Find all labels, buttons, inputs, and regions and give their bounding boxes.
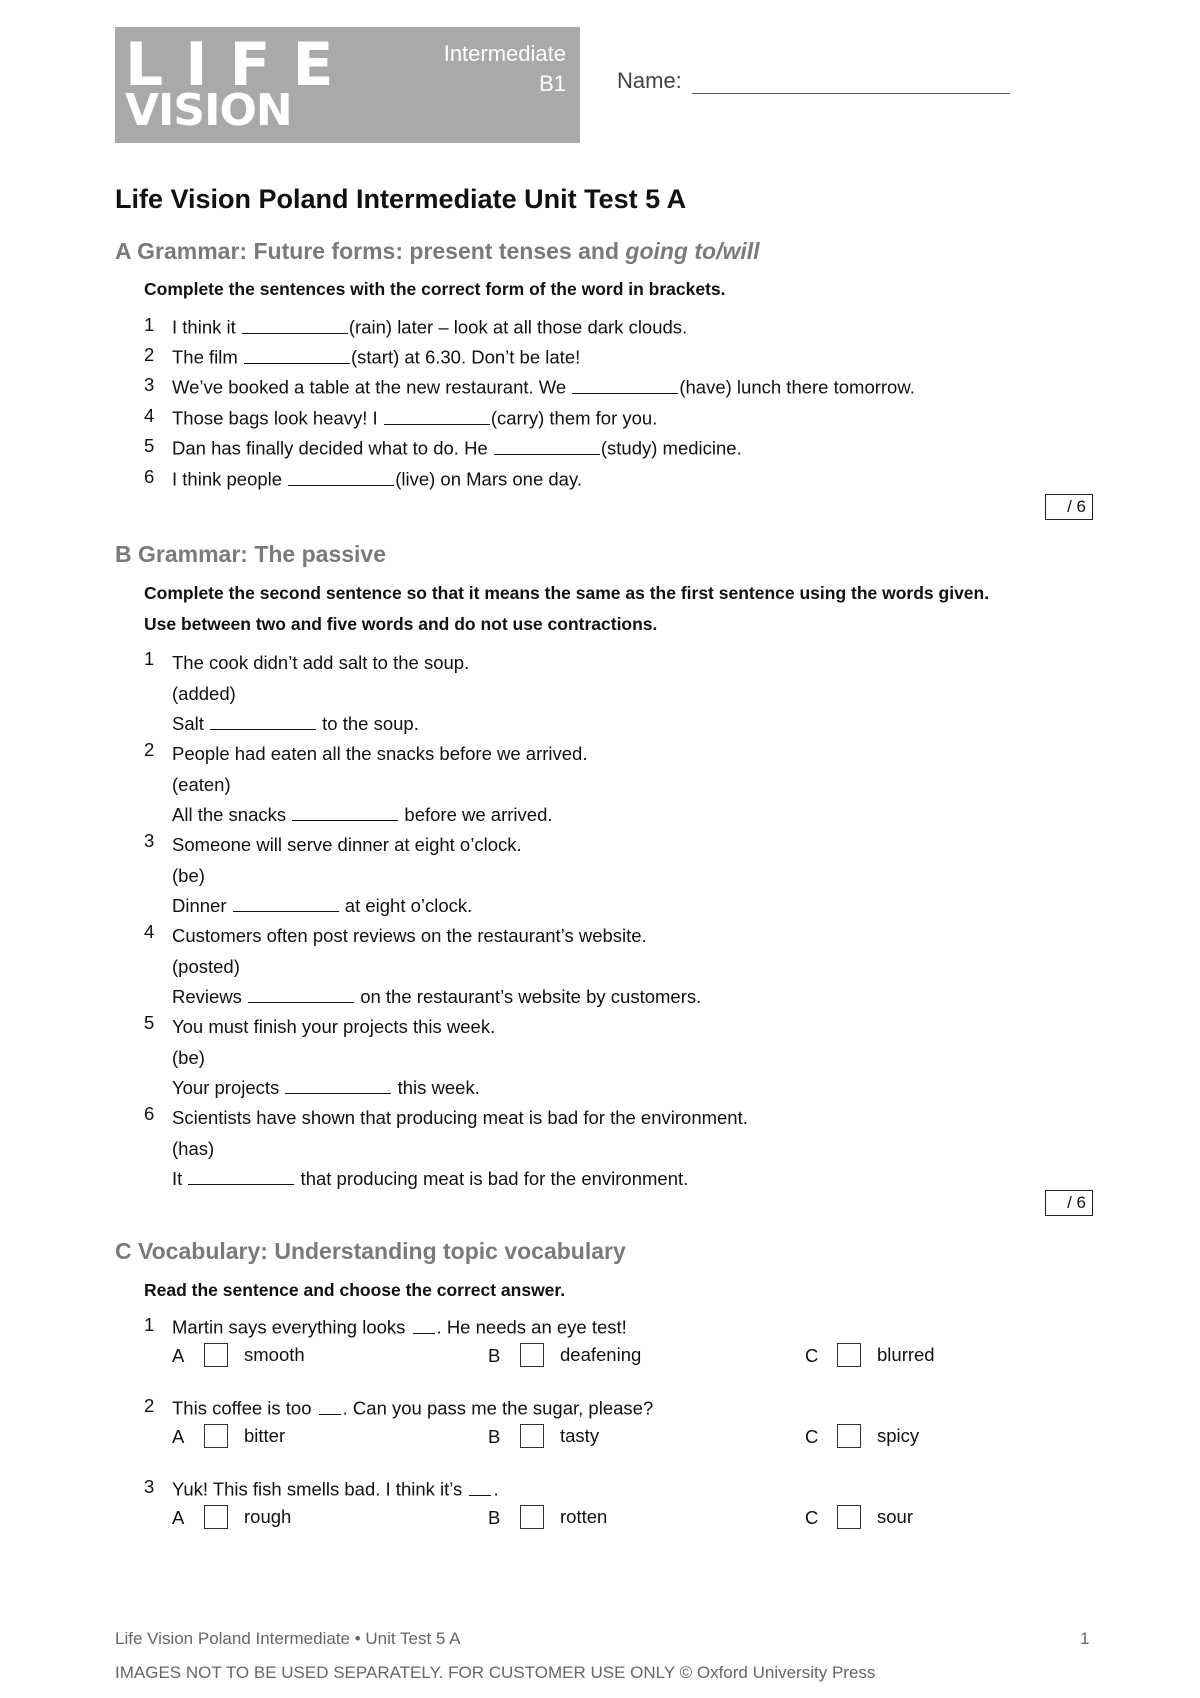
option-checkbox[interactable]	[204, 1343, 228, 1367]
item-number: 3	[144, 1476, 155, 1497]
item-text-after: (study) medicine.	[600, 437, 742, 459]
option-letter: C	[805, 1507, 819, 1528]
given-word: (be)	[172, 1046, 205, 1068]
item-text-before: Reviews	[172, 986, 248, 1007]
item-text-after: on the restaurant’s website by customers.	[355, 986, 702, 1007]
answer-blank[interactable]	[384, 405, 490, 425]
option-letter: B	[488, 1345, 501, 1366]
item-text-before: The film	[172, 346, 243, 368]
option-text: deafening	[560, 1344, 642, 1365]
item-text-before: Dinner	[172, 895, 232, 916]
answer-blank[interactable]	[188, 1166, 294, 1186]
item-text-after: .	[493, 1478, 499, 1500]
item-text-before: We’ve booked a table at the new restaurant. We	[172, 376, 572, 398]
option-letter: B	[488, 1426, 501, 1447]
original-sentence: People had eaten all the snacks before we arrived.	[172, 743, 588, 764]
gap-blank	[413, 1314, 435, 1334]
item-number: 6	[144, 1103, 155, 1124]
section-a-heading-text: A Grammar: Future forms: present tenses and	[115, 238, 626, 264]
option-checkbox[interactable]	[837, 1343, 861, 1367]
answer-blank[interactable]	[242, 314, 348, 334]
option-text: smooth	[244, 1344, 305, 1365]
item-text-after: that producing meat is bad for the environment.	[295, 1168, 689, 1189]
item-text-before: Your projects	[172, 1077, 285, 1098]
page-title: Life Vision Poland Intermediate Unit Test 5 A	[115, 184, 687, 214]
item-number: 1	[144, 314, 155, 335]
item-text-after: (rain) later – look at all those dark clouds.	[348, 316, 688, 338]
section-c-instruction: Read the sentence and choose the correct answer.	[144, 1280, 566, 1300]
item-number: 3	[144, 374, 155, 395]
item-text-after: (live) on Mars one day.	[395, 468, 582, 490]
option-text: blurred	[877, 1344, 935, 1365]
item-text-before: Those bags look heavy! I	[172, 407, 383, 429]
section-b-instruction: Complete the second sentence so that it means the same as the first sentence using the words given. Use between two and five words and do not use contractions.	[144, 583, 990, 634]
option-letter: C	[805, 1426, 819, 1447]
level-label	[444, 39, 566, 99]
given-word: (posted)	[172, 955, 240, 977]
answer-blank[interactable]	[292, 802, 398, 822]
original-sentence: Customers often post reviews on the restaurant’s website.	[172, 925, 647, 946]
footer-title: Life Vision Poland Intermediate • Unit Test 5 A	[115, 1629, 461, 1648]
option-text: spicy	[877, 1425, 920, 1446]
option-text: sour	[877, 1506, 913, 1527]
item-text-before: This coffee is too	[172, 1397, 317, 1419]
level-line-2: B1	[539, 71, 566, 96]
page-number: 1	[1080, 1629, 1090, 1648]
footer-copyright: IMAGES NOT TO BE USED SEPARATELY. FOR CUSTOMER USE ONLY © Oxford University Press	[115, 1663, 876, 1682]
option-checkbox[interactable]	[204, 1505, 228, 1529]
given-word: (eaten)	[172, 773, 231, 795]
option-checkbox[interactable]	[204, 1424, 228, 1448]
section-a-score-box[interactable]: / 6	[1045, 494, 1093, 520]
item-text-after: this week.	[392, 1077, 480, 1098]
item-text-after: to the soup.	[317, 713, 419, 734]
item-number: 2	[144, 1395, 155, 1416]
logo-vision-text: VISION	[125, 85, 292, 136]
option-checkbox[interactable]	[837, 1424, 861, 1448]
original-sentence: Scientists have shown that producing meat is bad for the environment.	[172, 1107, 748, 1128]
item-text-after: . Can you pass me the sugar, please?	[342, 1397, 654, 1419]
original-sentence: The cook didn’t add salt to the soup.	[172, 652, 470, 673]
section-b-score-box[interactable]: / 6	[1045, 1190, 1093, 1216]
item-number: 3	[144, 830, 155, 851]
item-number: 2	[144, 344, 155, 365]
option-letter: B	[488, 1507, 501, 1528]
section-b-heading: B Grammar: The passive	[115, 541, 387, 567]
life-vision-logo	[115, 27, 580, 143]
answer-blank[interactable]	[494, 435, 600, 455]
given-word: (has)	[172, 1137, 215, 1159]
item-number: 5	[144, 435, 155, 456]
answer-blank[interactable]	[233, 893, 339, 913]
option-checkbox[interactable]	[520, 1505, 544, 1529]
option-text: bitter	[244, 1425, 286, 1446]
option-letter: A	[172, 1345, 185, 1366]
answer-blank[interactable]	[244, 344, 350, 364]
original-sentence: Someone will serve dinner at eight o’clock.	[172, 834, 522, 855]
name-label: Name:	[617, 68, 682, 93]
option-text: rotten	[560, 1506, 608, 1527]
item-number: 1	[144, 1314, 155, 1335]
gap-blank	[319, 1395, 341, 1415]
item-number: 2	[144, 739, 155, 760]
level-line-1: Intermediate	[443, 41, 566, 66]
item-text-before: Yuk! This fish smells bad. I think it’s	[172, 1478, 468, 1500]
answer-blank[interactable]	[248, 984, 354, 1004]
gap-blank	[469, 1476, 491, 1496]
item-text-before: All the snacks	[172, 804, 292, 825]
section-a-instruction: Complete the sentences with the correct form of the word in brackets.	[144, 279, 726, 299]
item-text-before: Martin says everything looks	[172, 1316, 411, 1338]
item-text-after: (carry) them for you.	[490, 407, 658, 429]
item-text-after: (start) at 6.30. Don’t be late!	[350, 346, 581, 368]
item-number: 6	[144, 466, 155, 487]
logo-life-text: LIFE	[125, 30, 356, 100]
item-text-before: I think it	[172, 316, 241, 338]
item-text-after: (have) lunch there tomorrow.	[679, 376, 915, 398]
item-number: 5	[144, 1012, 155, 1033]
option-letter: A	[172, 1507, 185, 1528]
item-text-before: Dan has finally decided what to do. He	[172, 437, 493, 459]
original-sentence: You must finish your projects this week.	[172, 1016, 496, 1037]
section-c-heading: C Vocabulary: Understanding topic vocabulary	[115, 1238, 626, 1264]
option-checkbox[interactable]	[520, 1343, 544, 1367]
item-text-after: . He needs an eye test!	[436, 1316, 627, 1338]
item-text-before: It	[172, 1168, 188, 1189]
option-letter: A	[172, 1426, 185, 1447]
given-word: (added)	[172, 682, 236, 704]
answer-blank[interactable]	[288, 466, 394, 486]
item-text-before: Salt	[172, 713, 210, 734]
option-checkbox[interactable]	[520, 1424, 544, 1448]
answer-blank[interactable]	[210, 711, 316, 731]
option-text: rough	[244, 1506, 292, 1527]
given-word: (be)	[172, 864, 205, 886]
answer-blank[interactable]	[572, 374, 678, 394]
item-number: 4	[144, 405, 155, 426]
answer-blank[interactable]	[285, 1075, 391, 1095]
option-letter: C	[805, 1345, 819, 1366]
item-number: 4	[144, 921, 155, 942]
name-field-line[interactable]	[692, 93, 1010, 94]
item-text-before: I think people	[172, 468, 288, 490]
item-text-after: before we arrived.	[399, 804, 553, 825]
item-number: 1	[144, 648, 155, 669]
option-checkbox[interactable]	[837, 1505, 861, 1529]
option-text: tasty	[560, 1425, 600, 1446]
item-text-after: at eight o’clock.	[339, 895, 473, 916]
section-a-heading	[115, 238, 760, 265]
section-a-heading-italic: going to/will	[625, 238, 760, 264]
